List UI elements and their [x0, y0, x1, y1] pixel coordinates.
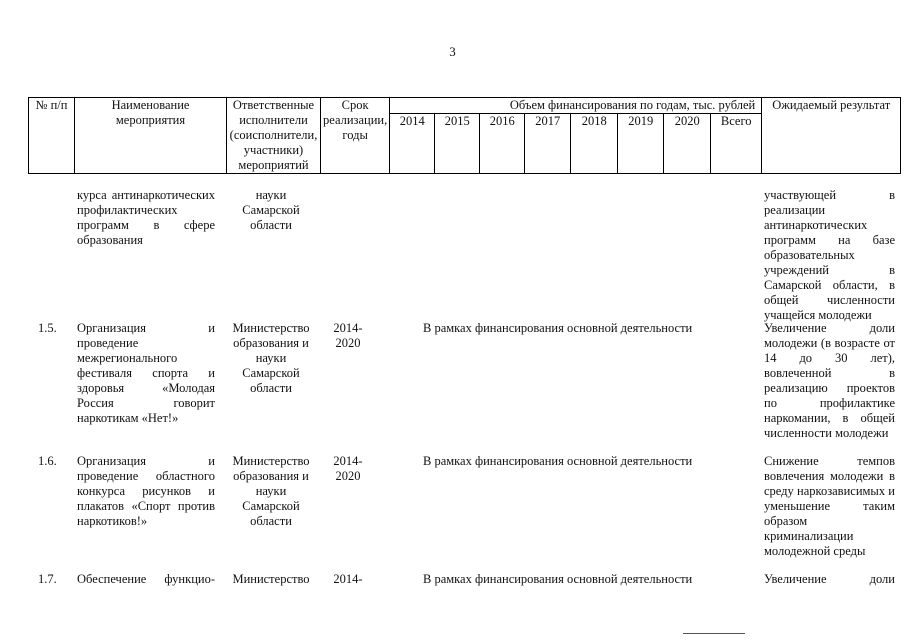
header-funding: Объем финансирования по годам, тыс. рублей — [390, 98, 762, 114]
header-name: Наименование мероприятия — [75, 98, 227, 174]
row-funding: В рамках финансирования основной деятельности — [423, 572, 693, 586]
table-header — [28, 97, 901, 174]
header-result: Ожидаемый результат — [762, 98, 901, 174]
row-result: Увеличение доли — [764, 572, 895, 586]
continuation-result: участвующей в реализации антинаркотических программ на базе образовательных учреждений в Самарской области, в общей численности учащейся молодежи — [764, 188, 895, 322]
header-no: № п/п — [29, 98, 75, 174]
header-year-2019: 2019 — [618, 114, 664, 174]
row-name: Организация и проведение областного конкурса рисунков и плакатов «Спорт против наркотиков!» — [77, 454, 215, 528]
row-executors: Министерство образования и науки Самарской области — [232, 454, 310, 528]
row-number: 1.7. — [38, 572, 57, 586]
row-name: Обеспечение функцио- — [77, 572, 215, 586]
row-term: 2014- — [333, 572, 363, 586]
footer-rule — [683, 633, 745, 634]
header-year-2016: 2016 — [480, 114, 525, 174]
row-result: Снижение темпов вовлечения молодежи в среду наркозависимых и уменьшение таким образом криминализации молодежной среды — [764, 454, 895, 558]
header-year-2015: 2015 — [435, 114, 480, 174]
header-total: Всего — [711, 114, 762, 174]
header-year-2018: 2018 — [571, 114, 618, 174]
row-funding: В рамках финансирования основной деятельности — [423, 454, 693, 468]
header-term: Срок реализации, годы — [321, 98, 390, 174]
row-funding: В рамках финансирования основной деятельности — [423, 321, 693, 335]
page-number: 3 — [449, 44, 456, 59]
row-executors: Министерство — [232, 572, 310, 586]
header-year-2017: 2017 — [525, 114, 571, 174]
row-number: 1.6. — [38, 454, 57, 468]
row-executors: Министерство образования и науки Самарской области — [232, 321, 310, 395]
row-term: 2014-2020 — [333, 321, 363, 350]
header-year-2014: 2014 — [390, 114, 435, 174]
row-term: 2014-2020 — [333, 454, 363, 483]
row-name: Организация и проведение межрегионального фестиваля спорта и здоровья «Молодая Россия говорит наркотикам «Нет!» — [77, 321, 215, 425]
continuation-name: курса антинаркотических профилактических программ в сфере образования — [77, 188, 215, 247]
row-number: 1.5. — [38, 321, 57, 335]
header-executors: Ответственные исполнители (соисполнители, участники) мероприятий — [227, 98, 321, 174]
row-result: Увеличение доли молодежи (в возрасте от 14 до 30 лет), вовлеченной в реализацию проектов по профилактике наркомании, в общей численности молодежи — [764, 321, 895, 440]
header-year-2020: 2020 — [664, 114, 711, 174]
continuation-executors: науки Самарской области — [242, 188, 300, 232]
